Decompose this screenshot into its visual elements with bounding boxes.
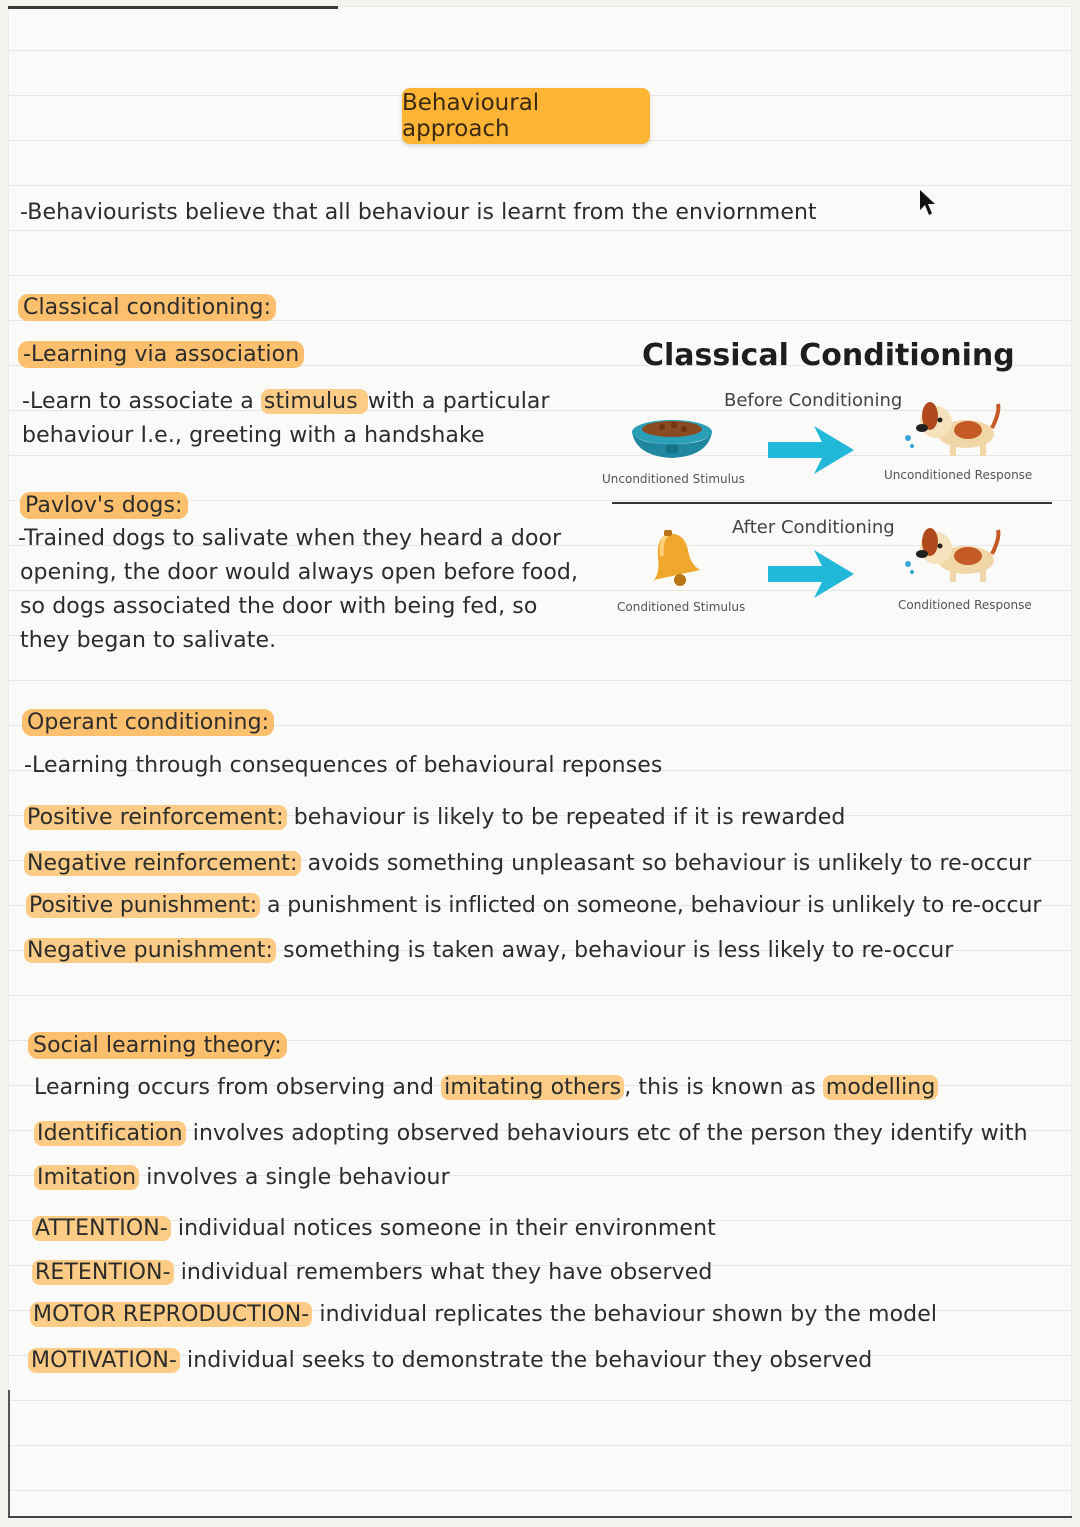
social-heading: Social learning theory: xyxy=(28,1033,287,1058)
classical-heading: Classical conditioning: xyxy=(18,295,276,320)
operant-item: Negative punishment: something is taken away, behaviour is less likely to re-occur xyxy=(24,938,953,963)
dog-icon xyxy=(902,524,1002,586)
pavlov-line-2: opening, the door would always open before food, xyxy=(20,560,579,585)
social-step: MOTIVATION- individual seeks to demonstrate the behaviour they observed xyxy=(28,1348,872,1373)
intro-text: -Behaviourists believe that all behaviour is learnt from the enviornment xyxy=(20,200,817,225)
social-step: MOTOR REPRODUCTION- individual replicates the behaviour shown by the model xyxy=(30,1302,937,1327)
top-rule xyxy=(8,6,338,9)
operant-item: Negative reinforcement: avoids something unpleasant so behaviour is unlikely to re-occur xyxy=(24,851,1031,876)
classical-line-1: -Learning via association xyxy=(18,342,304,367)
diagram-divider xyxy=(612,502,1052,504)
arrow-right-icon xyxy=(764,546,856,602)
pavlov-line-4: they began to salivate. xyxy=(20,628,277,653)
classical-line-2: -Learn to associate a stimulus with a particular xyxy=(22,389,550,414)
dog-bowl-icon xyxy=(628,412,716,464)
operant-item: Positive reinforcement: behaviour is likely to be repeated if it is rewarded xyxy=(24,805,845,830)
operant-item: Positive punishment: a punishment is inflicted on someone, behaviour is unlikely to re-occur xyxy=(26,893,1041,918)
stimulus-highlight: stimulus xyxy=(261,389,368,414)
page-title: Behavioural approach xyxy=(402,88,650,144)
social-line-1: Learning occurs from observing and imitating others , this is known as modelling xyxy=(34,1075,938,1100)
social-step: RETENTION- individual remembers what they have observed xyxy=(32,1260,712,1285)
dog-icon xyxy=(902,398,1002,460)
social-line-2: Identification involves adopting observed behaviours etc of the person they identify with xyxy=(34,1121,1028,1146)
classical-line-3: behaviour I.e., greeting with a handshake xyxy=(22,423,485,448)
bell-icon xyxy=(650,530,712,590)
arrow-right-icon xyxy=(764,422,856,478)
pavlov-line-1: -Trained dogs to salivate when they heard a door xyxy=(18,526,562,551)
left-edge-line xyxy=(8,1390,10,1518)
unconditioned-stimulus-caption: Unconditioned Stimulus xyxy=(602,472,745,486)
after-conditioning-label: After Conditioning xyxy=(732,517,895,538)
conditioned-stimulus-caption: Conditioned Stimulus xyxy=(617,600,746,614)
pavlov-line-3: so dogs associated the door with being fed, so xyxy=(20,594,538,619)
before-conditioning-label: Before Conditioning xyxy=(724,390,903,411)
social-step: ATTENTION- individual notices someone in their environment xyxy=(32,1216,716,1241)
conditioned-response-caption: Conditioned Response xyxy=(898,598,1032,612)
diagram-title: Classical Conditioning xyxy=(642,338,1015,373)
operant-line-1: -Learning through consequences of behavioural reponses xyxy=(24,753,663,778)
bottom-rule xyxy=(8,1516,1072,1518)
mouse-cursor-icon xyxy=(918,188,938,218)
pavlov-heading: Pavlov's dogs: xyxy=(20,493,188,518)
social-line-3: Imitation involves a single behaviour xyxy=(34,1165,450,1190)
operant-heading: Operant conditioning: xyxy=(22,710,274,735)
unconditioned-response-caption: Unconditioned Response xyxy=(884,468,1033,482)
